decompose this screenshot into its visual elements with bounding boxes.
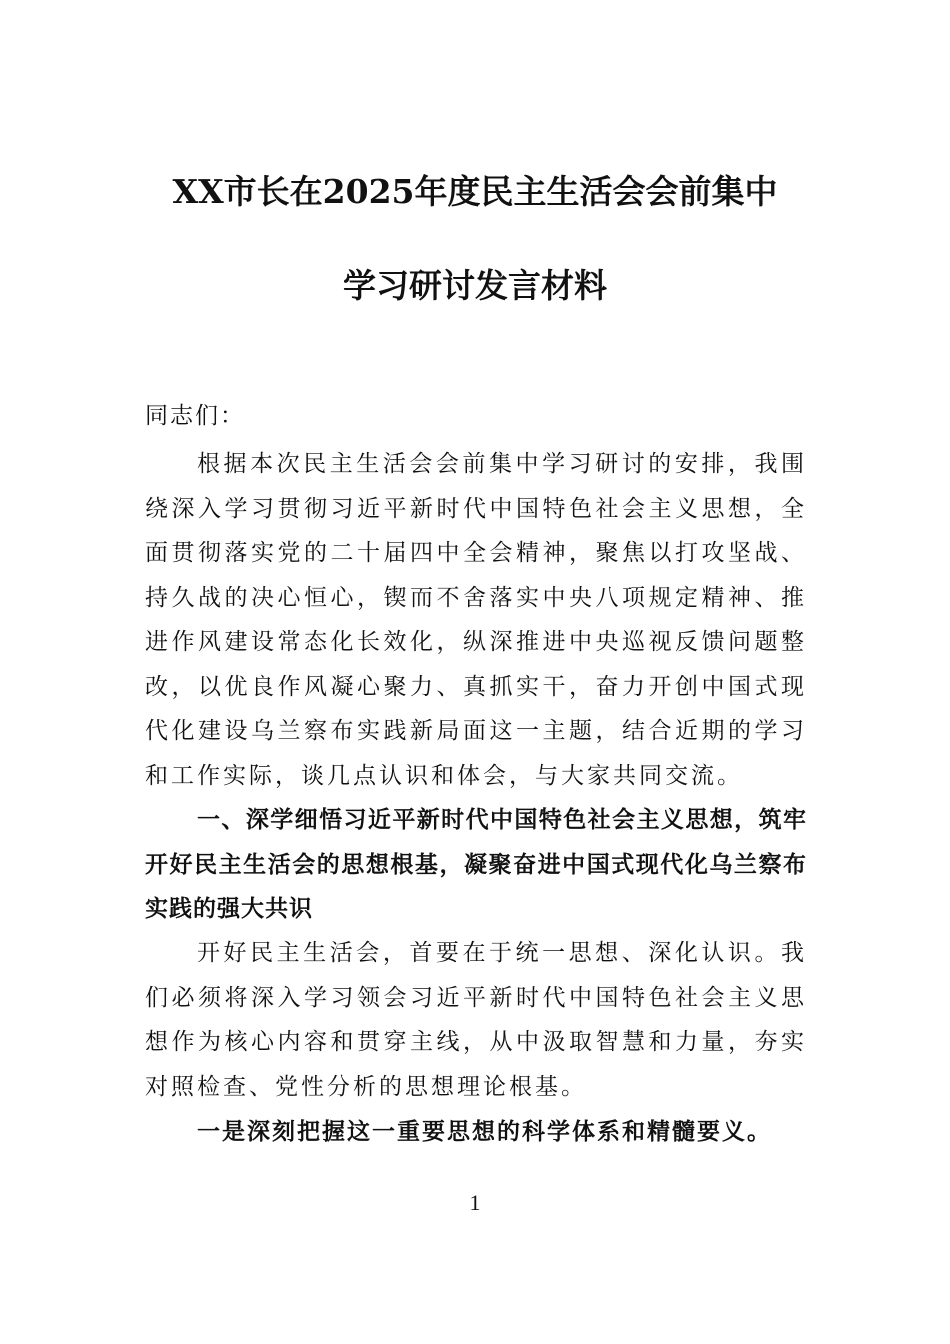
- sub-heading-1: 一是深刻把握这一重要思想的科学体系和精髓要义。: [197, 1119, 772, 1145]
- document-title-line-1: XX市长在2025年度民主生活会会前集中: [172, 172, 778, 211]
- document-title-line-2: 学习研讨发言材料: [343, 266, 607, 305]
- salutation: 同志们：: [145, 403, 245, 429]
- page-number: 1: [469, 1190, 481, 1215]
- paragraph-section-1: 开好民主生活会，首要在于统一思想、深化认识。我们必须将深入学习领会习近平新时代中国特色社会主义思想作为核心内容和贯穿主线，从中汲取智慧和力量，夯实对照检查、党性分析的思想理论根基。: [145, 940, 807, 1100]
- paragraph-intro: 根据本次民主生活会会前集中学习研讨的安排，我围绕深入学习贯彻习近平新时代中国特色社会主义思想，全面贯彻落实党的二十届四中全会精神，聚焦以打攻坚战、持久战的决心恒心，锲而不舍落实中央八项规定精神、推进作风建设常态化长效化，纵深推进中央巡视反馈问题整改，以优良作风凝心聚力、真抓实干，奋力开创中国式现代化建设乌兰察布实践新局面这一主题，结合近期的学习和工作实际，谈几点认识和体会，与大家共同交流。: [145, 451, 807, 789]
- section-heading-1: 一、深学细悟习近平新时代中国特色社会主义思想，筑牢开好民主生活会的思想根基，凝聚奋进中国式现代化乌兰察布实践的强大共识: [145, 807, 807, 922]
